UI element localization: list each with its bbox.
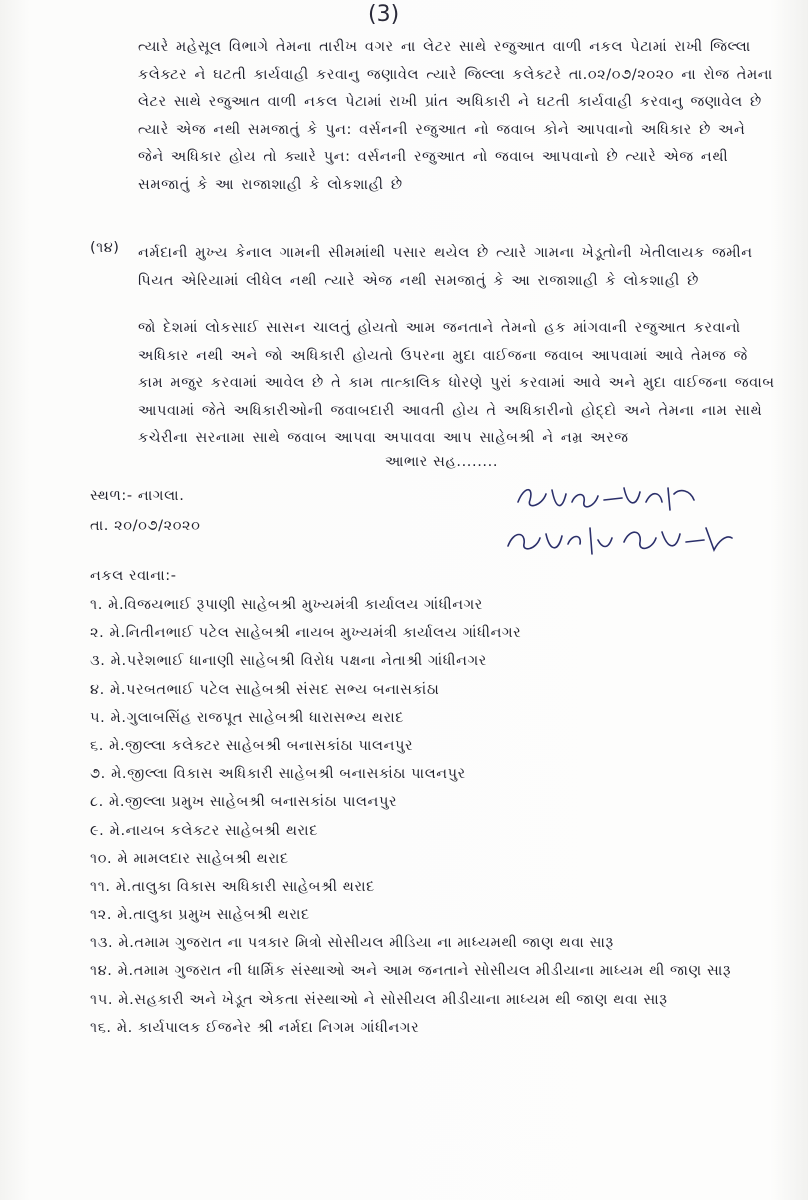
thanks-line: આભાર સહ........ xyxy=(385,454,499,470)
copy-list xyxy=(90,591,731,1042)
copy-item: ૧. મે.વિજયભાઈ રૂપાણી સાહેબશ્રી મુખ્યમંત્રી કાર્યાલય ગાંધીનગર xyxy=(90,597,483,613)
copy-item: ૧૦. મે મામલદાર સાહેબશ્રી થરાદ xyxy=(90,850,289,867)
copy-item: ૬. મે.જીલ્લા કલેક્ટર સાહેબશ્રી બનાસકાંઠા પાલનપુર xyxy=(90,737,414,754)
copy-heading: નકલ રવાના:- xyxy=(90,568,177,584)
copy-item: ૮. મે.જીલ્લા પ્રમુખ સાહેબશ્રી બનાસકાંઠા પાલનપુર xyxy=(90,794,398,811)
copy-item: ૫. મે.ગુલાબસિંહ રાજપૂત સાહેબશ્રી ધારાસભ્ય થરાદ xyxy=(90,709,404,726)
copy-item: ૯. મે.નાયબ કલેક્ટર સાહેબશ્રી થરાદ xyxy=(90,822,318,839)
copy-item: ૨. મે.નિતીનભાઈ પટેલ સાહેબશ્રી નાયબ મુખ્યમંત્રી કાર્યાલય ગાંધીનગર xyxy=(90,625,522,642)
paragraph-1: ત્યારે મહેસૂલ વિભાગે તેમના તારીખ વગર ના લેટર સાથે રજુઆત વાળી નકલ પેટામાં રાખી જિલ્લા કલેક્ટર ને ઘટતી કાર્યવાહી કરવાનુ જણાવેલ ત્યારે જિલ્લા કલેક્ટરે તા.૦૨/૦૭/૨૦૨૦ ના રોજ તેમના લેટર સાથે રજુઆત વાળી નકલ પેટામાં રાખી પ્રાંત અધિકારી ને ઘટતી કાર્યવાહી કરવાનુ જણાવેલ છે ત્યારે એજ નથી સમજાતું કે પુન: વર્સનની રજુઆત નો જવાબ કોને આપવાનો અધિકાર છે અને જેને અધિકાર હોય તો ક્યારે પુન: વર્સનની રજુઆત નો જવાબ આપવાનો છે ત્યારે એજ નથી સમજાતું કે આ રાજાશાહી કે લોકશાહી છે xyxy=(138,39,773,193)
copy-item: ૭. મે.જીલ્લા વિકાસ અધિકારી સાહેબશ્રી બનાસકાંઠા પાલનપુર xyxy=(90,766,466,783)
copy-item: ૧૬. મે. કાર્યપાલક ઈજનેર શ્રી નર્મદા નિગમ ગાંધીનગર xyxy=(90,1019,420,1036)
paragraph-3: જો દેશમાં લોકસાઈ સાસન ચાલતું હોયતો આમ જનતાને તેમનો હક માંગવાની રજુઆત કરવાનો અધિકાર નથી અને જો અધિકારી હોયતો ઉપરના મુદા વાઈજના જવાબ આપવામાં આવે તેમજ જે કામ મજુર કરવામાં આવેલ છે તે કામ તાત્કાલિક ધોરણે પુરાં કરવામાં આવે અને મુદા વાઈજના જવાબ આપવામાં જેતે અધિકારીઓની જવાબદારી આવતી હોય તે અધિકારીનો હોદ્દો અને તેમના નામ સાથે કચેરીના સરનામા સાથે જવાબ આપવા અપાવવા આપ સાહેબશ્રી ને નમ્ર અરજ xyxy=(138,320,775,446)
copy-item: ૧૩. મે.તમામ ગુજરાત ના પત્રકાર મિત્રો સોસીયલ મીડિયા ના માધ્યમથી જાણ થવા સારૂ xyxy=(90,935,614,952)
copy-item: ૩. મે.પરેશભાઈ ધાનાણી સાહેબશ્રી વિરોધ પક્ષના નેતાશ્રી ગાંધીનગર xyxy=(90,653,487,670)
copy-item: ૧૨. મે.તાલુકા પ્રમુખ સાહેબશ્રી થરાદ xyxy=(90,907,310,924)
copy-item: ૧૪. મે.તમામ ગુજરાત ની ધાર્મિક સંસ્થાઓ અને આમ જનતાને સોસીયલ મીડીયાના માધ્યમ થી જાણ સારૂ xyxy=(90,963,732,980)
item-14-text: નર્મદાની મુખ્ય કેનાલ ગામની સીમમાંથી પસાર થયેલ છે ત્યારે ગામના ખેડૂતોની ખેતીલાયક જમીન પિયત એરિયામાં લીધેલ નથી ત્યારે એજ નથી સમજાતું કે આ રાજાશાહી કે લોકશાહી છે xyxy=(138,245,753,289)
place-line: સ્થળ:- નાગલા. xyxy=(90,488,185,504)
copy-item: ૧૧. મે.તાલુકા વિકાસ અધિકારી સાહેબશ્રી થરાદ xyxy=(90,878,375,895)
copy-item: ૪. મે.પરબતભાઈ પટેલ સાહેબશ્રી સંસદ સભ્ય બનાસકાંઠા xyxy=(90,681,440,698)
copy-item: ૧૫. મે.સહકારી અને ખેડૂત એકતા સંસ્થાઓ ને સોસીયલ મીડીયાના માધ્યમ થી જાણ થવા સારૂ xyxy=(90,991,668,1008)
signature-1 xyxy=(512,480,702,516)
page-number: (3) xyxy=(368,2,400,27)
date-line: તા. ૨૦/૦૭/૨૦૨૦ xyxy=(90,518,201,534)
item-14-number: (૧૪) xyxy=(90,240,120,256)
signature-2 xyxy=(500,520,740,560)
